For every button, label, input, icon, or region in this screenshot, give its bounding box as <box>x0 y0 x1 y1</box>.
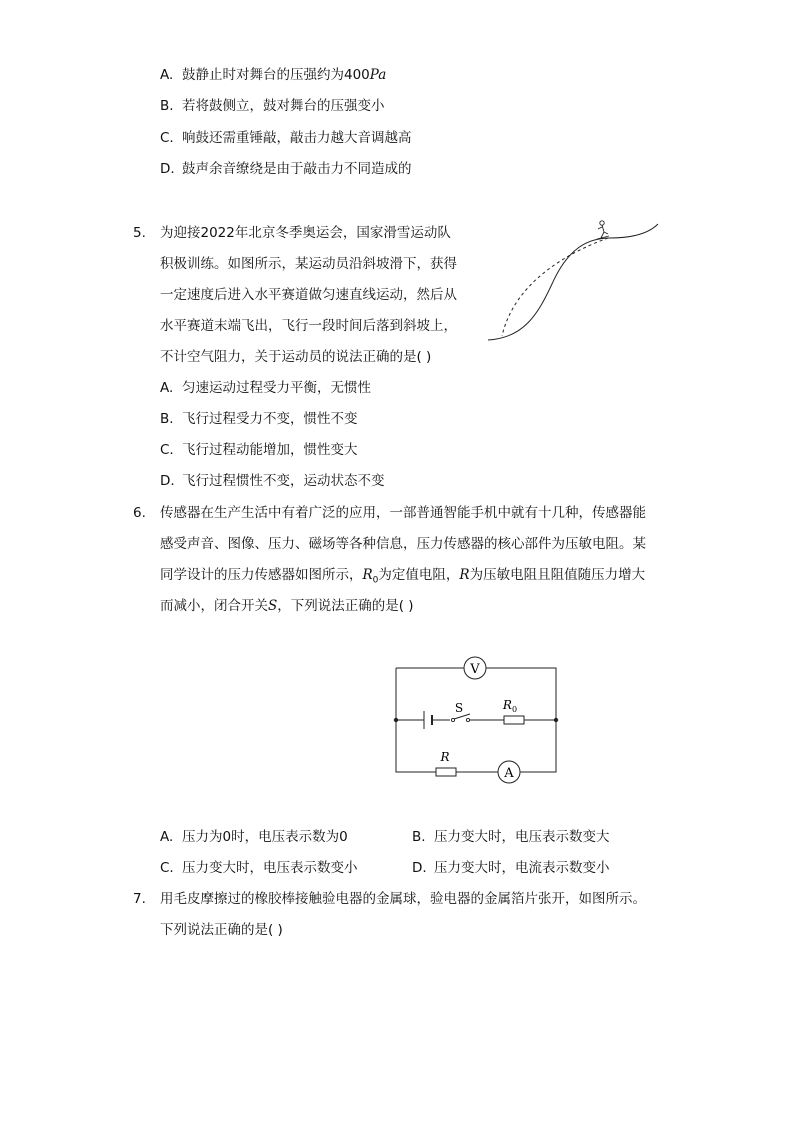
r0-resistor <box>504 716 524 724</box>
r0-label-r: R <box>502 698 512 712</box>
q6-option-b <box>412 827 610 847</box>
option-letter: B. <box>160 98 174 114</box>
q4-option-d <box>160 159 412 179</box>
ammeter-label: A <box>504 766 514 781</box>
stem-text: 同学设计的压力传感器如图所示， <box>160 567 363 583</box>
option-letter: C. <box>160 442 174 458</box>
voltmeter-label: V <box>470 662 480 677</box>
option-letter: D. <box>412 860 427 876</box>
option-text: 压力为0时，电压表示数为0 <box>182 829 348 845</box>
junction-dot-left <box>394 718 398 722</box>
q7-stem-line-1: 用毛皮摩擦过的橡胶棒接触验电器的金属球，验电器的金属箔片张开，如图所示。 <box>160 891 646 907</box>
r-resistor <box>436 768 456 776</box>
q6-option-a <box>160 827 348 847</box>
switch-label: S <box>454 701 464 715</box>
stem-text: 为定值电阻， <box>378 567 460 583</box>
r0-label-sub: 0 <box>511 705 518 714</box>
q6-option-d <box>412 858 610 878</box>
option-letter: C. <box>160 860 174 876</box>
q5-stem-line-5: 不计空气阻力，关于运动员的说法正确的是( ) <box>160 349 432 365</box>
q6-stem-line-1: 传感器在生产生活中有着广泛的应用，一部普通智能手机中就有十几种，传感器能 <box>160 505 646 521</box>
q6-stem-line-3 <box>160 565 645 591</box>
option-unit: Pa <box>369 67 387 83</box>
flight-trajectory <box>502 238 608 336</box>
stem-text: 为压敏电阻且阻值随压力增大 <box>469 567 646 583</box>
q5-option-b <box>160 409 358 429</box>
slope-curve <box>488 224 658 340</box>
q5-option-c <box>160 440 358 460</box>
q5-stem-line-3: 一定速度后进入水平赛道做匀速直线运动，然后从 <box>160 287 457 303</box>
q4-option-a <box>160 65 386 85</box>
q4-option-b <box>160 96 385 116</box>
q7-number: 7. <box>133 891 146 907</box>
q5-option-a <box>160 378 371 398</box>
option-text: 响鼓还需重锤敲，敲击力越大音调越高 <box>182 130 412 146</box>
circuit-diagram <box>388 652 564 790</box>
option-letter: C. <box>160 130 174 146</box>
option-text: 飞行过程惯性不变，运动状态不变 <box>182 473 385 489</box>
q7-stem-line-2: 下列说法正确的是( ) <box>160 922 283 938</box>
option-letter: A. <box>160 67 174 83</box>
option-text: 飞行过程受力不变，惯性不变 <box>182 411 358 427</box>
ski-slope-figure <box>484 214 664 346</box>
q5-stem-line-1: 为迎接2022年北京冬季奥运会，国家滑雪运动队 <box>160 225 451 241</box>
option-text: 压力变大时，电压表示数变小 <box>182 860 358 876</box>
option-text: 鼓静止时对舞台的压强约为400 <box>182 67 370 83</box>
r-symbol: R <box>459 567 470 583</box>
s-symbol: S <box>268 598 278 614</box>
option-letter: D. <box>160 473 175 489</box>
option-text: 若将鼓侧立，鼓对舞台的压强变小 <box>182 98 385 114</box>
q4-option-c <box>160 128 412 148</box>
q6-option-c <box>160 858 358 878</box>
r0-symbol: R <box>362 567 373 583</box>
q6-number: 6. <box>133 505 146 521</box>
q6-stem-line-4 <box>160 596 414 616</box>
option-text: 匀速运动过程受力平衡，无惯性 <box>182 380 371 396</box>
option-letter: B. <box>160 411 174 427</box>
option-text: 鼓声余音缭绕是由于敲击力不同造成的 <box>182 161 412 177</box>
option-letter: B. <box>412 829 426 845</box>
option-letter: D. <box>160 161 175 177</box>
q5-number: 5. <box>133 225 146 241</box>
r-label: R <box>440 750 450 764</box>
stem-text: 而减小，闭合开关 <box>160 598 268 614</box>
junction-dot-right <box>554 718 558 722</box>
q5-option-d <box>160 471 385 491</box>
q5-stem-line-2: 积极训练。如图所示，某运动员沿斜坡滑下，获得 <box>160 256 457 272</box>
skier-icon <box>597 221 609 239</box>
option-letter: A. <box>160 380 174 396</box>
option-text: 压力变大时，电压表示数变大 <box>434 829 610 845</box>
q5-stem-line-4: 水平赛道末端飞出，飞行一段时间后落到斜坡上， <box>160 318 457 334</box>
option-text: 飞行过程动能增加，惯性变大 <box>182 442 358 458</box>
stem-text: ，下列说法正确的是( ) <box>277 598 414 614</box>
q6-stem-line-2: 感受声音、图像、压力、磁场等各种信息，压力传感器的核心部件为压敏电阻。某 <box>160 536 646 552</box>
option-text: 压力变大时，电流表示数变小 <box>434 860 610 876</box>
option-letter: A. <box>160 829 174 845</box>
r0-label <box>502 698 517 714</box>
r0-subscript: 0 <box>372 575 379 586</box>
